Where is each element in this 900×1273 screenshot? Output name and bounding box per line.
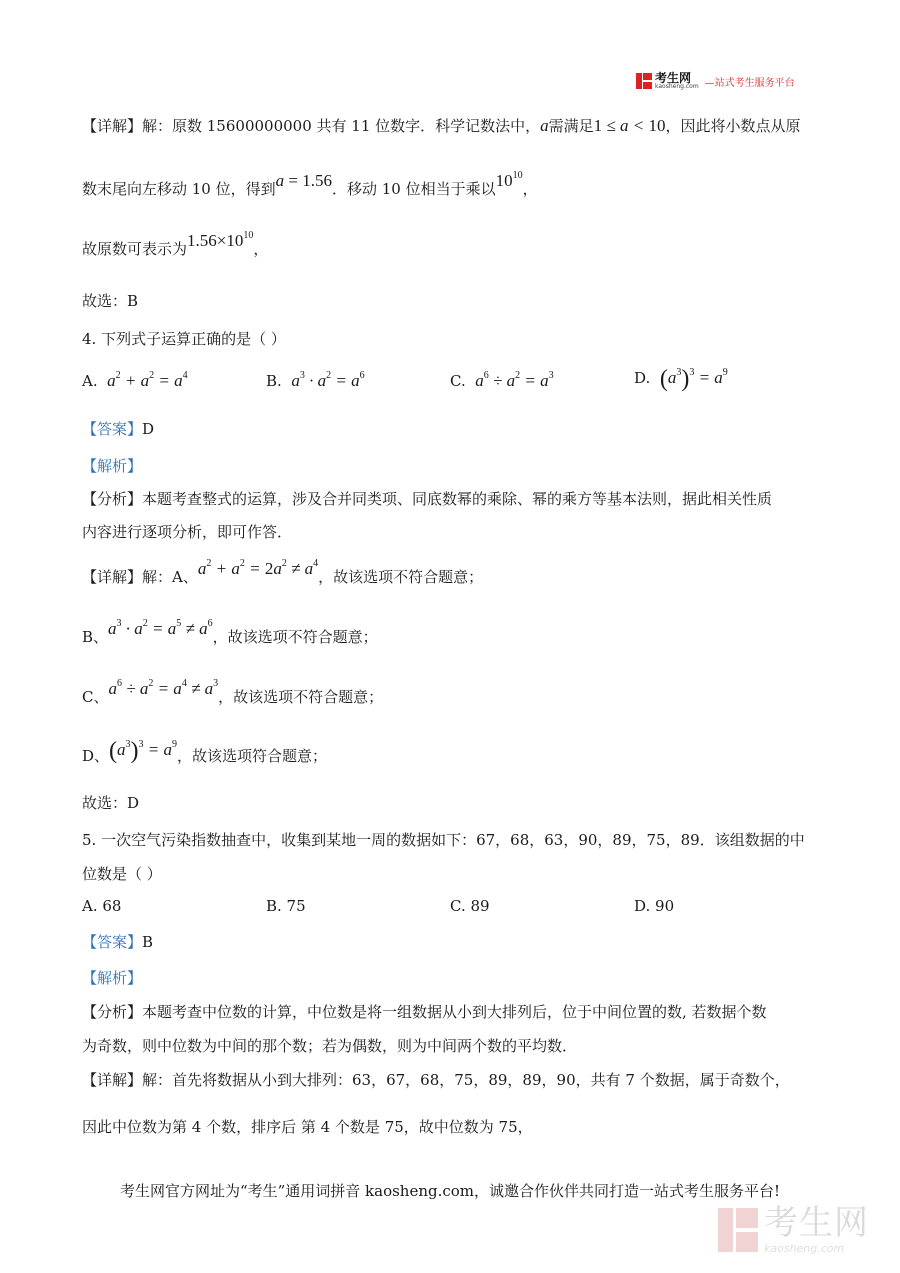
logo-name: 考生网 — [655, 71, 692, 85]
q5-analysis-tag: 【解析】 — [82, 969, 143, 987]
q5-option-d: D. 90 — [634, 897, 675, 915]
q5-option-c: C. 89 — [450, 897, 490, 915]
q4-choose: 故选：D — [82, 794, 140, 812]
prev-detail-line3: 故原数可表示为$1.56\times 10^{10}$， — [82, 230, 269, 258]
prev-answer: 故选：B — [82, 292, 139, 310]
q4-fenxi-line1: 【分析】本题考查整式的运算，涉及合并同类项、同底数幂的乘除、幂的乘方等基本法则，据此相关性质 — [82, 490, 773, 508]
kaosheng-watermark-icon — [718, 1208, 758, 1252]
q4-stem: 4. 下列式子运算正确的是（ ） — [82, 330, 286, 348]
q5-stem-line2: 位数是（ ） — [82, 865, 162, 883]
answer-tag: 【答案】 — [82, 420, 143, 438]
q4-detail-d: D、$(a^3)^3 = a^9$，故该选项符合题意； — [82, 738, 328, 765]
q4-option-b: B. $a^3 \cdot a^2 = a^6$ — [266, 370, 365, 390]
watermark — [718, 1203, 869, 1255]
q5-stem-line1: 5. 一次空气污染指数抽查中，收集到某地一周的数据如下：67，68，63，90，89，75，89．该组数据的中 — [82, 831, 805, 849]
q5-detail-line1: 【详解】解：首先将数据从小到大排列：63，67，68，75，89，89，90，共有 7 个数据，属于奇数个， — [82, 1071, 790, 1089]
q4-fenxi-line2: 内容进行逐项分析，即可作答． — [82, 523, 293, 541]
q4-option-a: A. $a^2 + a^2 = a^4$ — [82, 370, 188, 390]
answer-tag: 【答案】 — [82, 933, 143, 951]
prev-detail-line1: 【详解】解：原数 15600000000 共有 11 位数字．科学记数法中，a需满足1 ≤ a < 10，因此将小数点从原 — [82, 116, 801, 135]
watermark-name: 考生网 — [764, 1203, 869, 1243]
prev-detail-line2: 数末尾向左移动 10 位，得到a = 1.56．移动 10 位相当于乘以$10^{10}$， — [82, 170, 538, 198]
footer-text: 考生网官方网址为“考生”通用词拼音 kaosheng.com，诚邀合作伙伴共同打造一站式考生服务平台! — [119, 1182, 781, 1200]
q4-answer: 【答案】D — [82, 420, 155, 438]
header-logo — [636, 72, 795, 90]
q4-option-c: C. $a^6 \div a^2 = a^3$ — [450, 370, 554, 390]
q4-detail-a: 【详解】解：A、$a^2 + a^2 = 2a^2 \ne a^4$，故该选项不符合题意； — [82, 558, 484, 586]
q4-option-d: D. $(a^3)^3 = a^9$ — [634, 366, 728, 392]
watermark-url: kaosheng.com — [764, 1242, 845, 1255]
q5-option-b: B. 75 — [266, 897, 306, 915]
q4-detail-b: B、$a^3 \cdot a^2 = a^5 \ne a^6$，故该选项不符合题意； — [82, 618, 378, 646]
kaosheng-logo-icon — [636, 73, 652, 89]
q5-option-a: A. 68 — [82, 897, 122, 915]
q5-answer: 【答案】B — [82, 933, 154, 951]
q5-fenxi-line1: 【分析】本题考查中位数的计算，中位数是将一组数据从小到大排列后，位于中间位置的数, 若数据个数 — [82, 1003, 767, 1021]
q4-detail-c: C、$a^6 \div a^2 = a^4 \ne a^3$，故该选项不符合题意； — [82, 678, 384, 706]
logo-slogan: —站式考生服务平台 — [704, 77, 795, 89]
logo-url: kaosheng.com — [655, 83, 699, 90]
q5-detail-line2: 因此中位数为第 4 个数，排序后 第 4 个数是 75，故中位数为 75， — [82, 1118, 533, 1136]
q4-analysis-tag: 【解析】 — [82, 457, 143, 475]
q5-fenxi-line2: 为奇数，则中位数为中间的那个数；若为偶数，则为中间两个数的平均数． — [82, 1037, 578, 1055]
